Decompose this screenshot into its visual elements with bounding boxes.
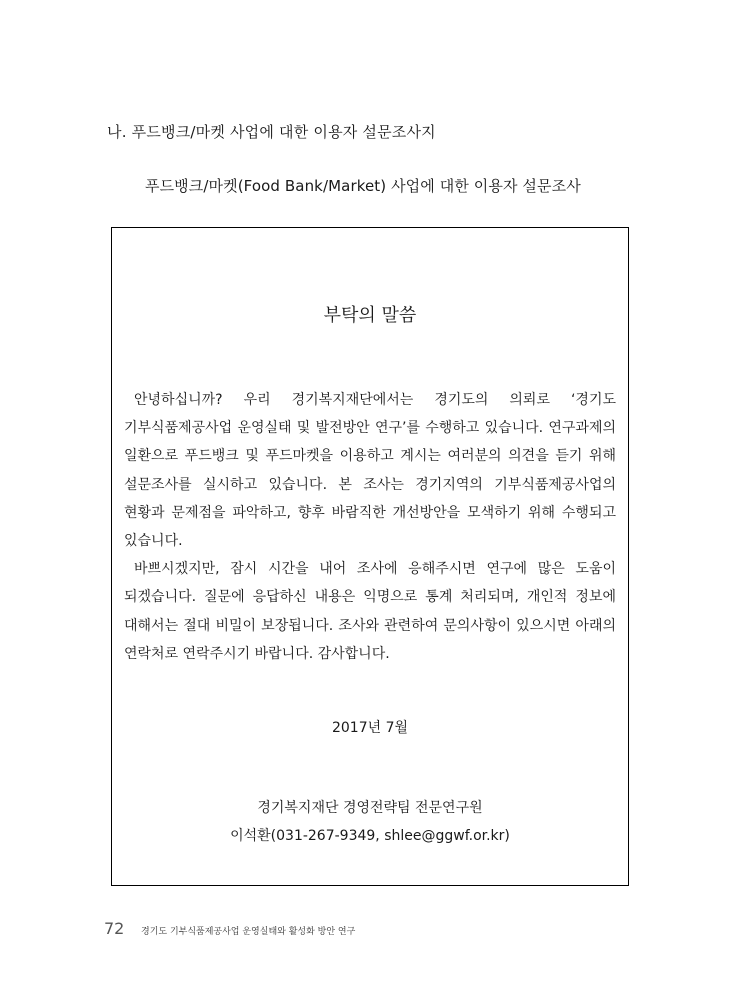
request-organization: 경기복지재단 경영전략팀 전문연구원: [257, 800, 483, 816]
request-body: [124, 386, 616, 668]
running-title: 경기도 기부식품제공사업 운영실태와 활성화 방안 연구: [141, 927, 356, 937]
section-heading: 나. 푸드뱅크/마켓 사업에 대한 이용자 설문조사지: [107, 123, 436, 141]
request-date: 2017년 7월: [331, 720, 409, 736]
request-paragraph-intro: 안녕하십니까? 우리 경기복지재단에서는 경기도의 의뢰로 ‘경기도 기부식품제공사업 운영실태 및 발전방안 연구’를 수행하고 있습니다. 연구과제의 일환으로 푸드뱅크 및 푸드마켓을 이용하고 계시는 여러분의 의견을 듣기 위해 설문조사를 실시하고 있습니다. 본 조사는 경기지역의 기부식품제공사업의 현황과 문제점을 파악하고, 향후 바람직한 개선방안을 모색하기 위해 수행되고 있습니다.: [124, 392, 616, 550]
page-number: 72: [104, 919, 125, 938]
request-paragraph-privacy: 바쁘시겠지만, 잠시 시간을 내어 조사에 응해주시면 연구에 많은 도움이 되겠습니다. 질문에 응답하신 내용은 익명으로 통계 처리되며, 개인적 정보에 대해서는 절대 비밀이 보장됩니다. 조사와 관련하여 문의사항이 있으시면 아래의 연락처로 연락주시기 바랍니다. 감사합니다.: [124, 561, 616, 662]
request-title: 부탁의 말씀: [323, 305, 417, 326]
request-contact: 이석환(031-267-9349, shlee@ggwf.or.kr): [230, 828, 510, 844]
survey-request-box: [111, 227, 629, 886]
survey-title: 푸드뱅크/마켓(Food Bank/Market) 사업에 대한 이용자 설문조사: [145, 177, 581, 195]
